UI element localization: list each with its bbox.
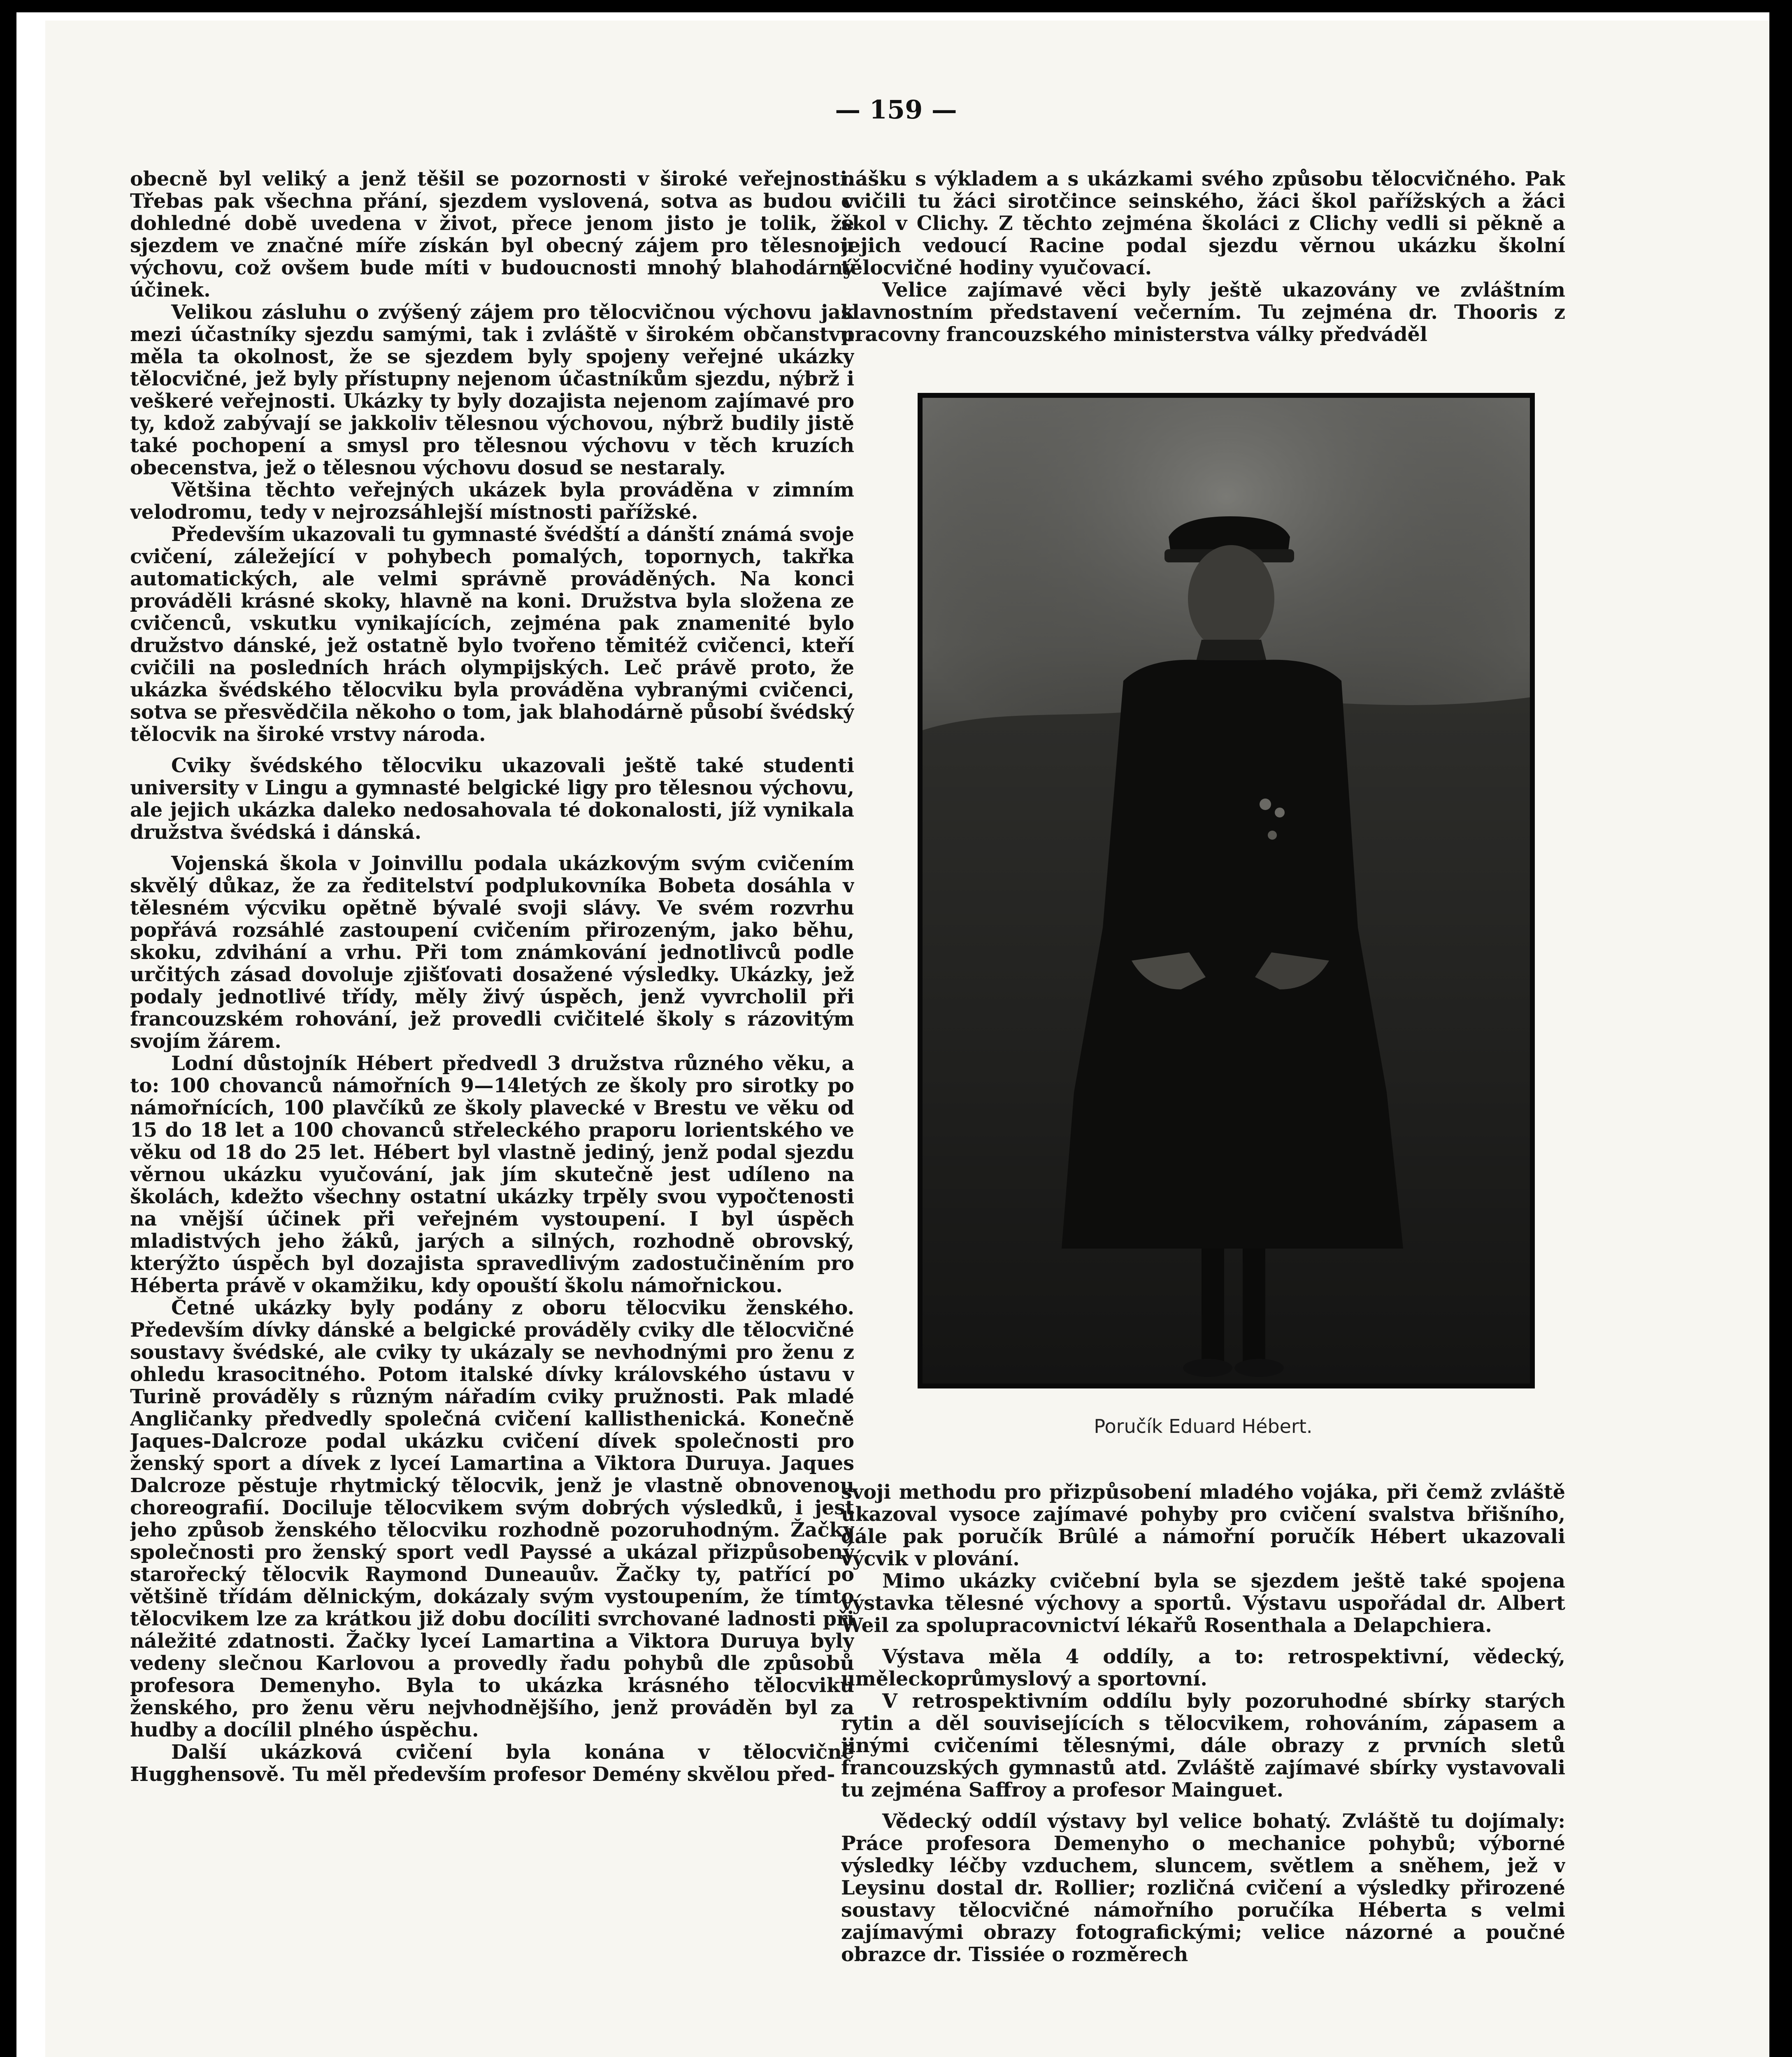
- portrait-photo-image: [918, 393, 1535, 1388]
- paragraph: Velice zajímavé věci byly ještě ukazovány ve zvláštním slavnostním představení večerním. Tu zejména dr. Thooris z pracovny francouzského ministerstva války předváděl: [841, 279, 1565, 346]
- paragraph: Vědecký oddíl výstavy byl velice bohatý. Zvláště tu dojímaly: Práce profesora Demenyho o mechanice pohybů; výborné výsledky léčby vzduchem, sluncem, světlem a sněhem, jež v Leysinu dostal dr. Rollier; rozličná cvičení a výsledky přirozené soustavy tělocvičné námořního poručíka Héberta s velmi zajímavými obrazy fotografickými; velice názorné a poučné obrazce dr. Tissiée o rozměrech: [841, 1810, 1565, 1966]
- paragraph: V retrospektivním oddílu byly pozoruhodné sbírky starých rytin a děl souvisejících s tělocvikem, rohováním, zápasem a jinými cvičeními tělesnými, dále obrazy z prvních sletů francouzských gymnastů atd. Zvláště zajímavé sbírky vystavovali tu zejména Saffroy a profesor Mainguet.: [841, 1690, 1565, 1802]
- paragraph: Výstava měla 4 oddíly, a to: retrospektivní, vědecký, uměleckoprůmyslový a sportovní.: [841, 1645, 1565, 1690]
- paragraph: Vojenská škola v Joinvillu podala ukázkovým svým cvičením skvělý důkaz, že za ředitelství podplukovníka Bobeta dosáhla v tělesném výcviku opětně bývalé svoji slávy. Ve svém rozvrhu popřává rozsáhlé zastoupení cvičením přirozeným, jako běhu, skoku, zdvihání a vrhu. Při tom známkování jednotlivců podle určitých zásad dovoluje zjišťovati dosažené výsledky. Ukázky, jež podaly jednotlivé třídy, měly živý úspěch, jenž vyvrcholil při francouzském rohování, jež provedli cvičitelé školy s rázovitým svojím žárem.: [130, 852, 854, 1053]
- right-column-bottom-text: [841, 1481, 1565, 2057]
- paragraph: Další ukázková cvičení byla konána v tělocvičně Hugghensově. Tu měl především profesor Demény skvělou před-: [130, 1741, 854, 1786]
- photo-caption: Poručík Eduard Hébert.: [1094, 1415, 1313, 1437]
- paragraph: Mimo ukázky cvičební byla se sjezdem ještě také spojena výstavka tělesné výchovy a sportů. Výstavu uspořádal dr. Albert Weil za spolupracovnictví lékařů Rosenthala a Delapchiera.: [841, 1569, 1565, 1637]
- paragraph: Lodní důstojník Hébert předvedl 3 družstva různého věku, a to: 100 chovanců námořních 9—14letých ze školy pro sirotky po námořnících, 100 plavčíků ze školy plavecké v Brestu ve věku od 15 do 18 let a 100 chovanců střeleckého praporu lorientského ve věku od 18 do 25 let. Hébert byl vlastně jediný, jenž podal sjezdu věrnou ukázku vyučování, jak jím skutečně jest udíleno na školách, kdežto všechny ostatní ukázky trpěly svou vypočtenosti na vnější účinek při veřejném vystoupení. I byl úspěch mladistvých jeho žáků, jarých a silných, rozhodně obrovský, kterýžto úspěch byl dozajista spravedlivým zadostučiněním pro Héberta právě v okamžiku, kdy opouští školu námořnickou.: [130, 1052, 854, 1297]
- paragraph: Velikou zásluhu o zvýšený zájem pro tělocvičnou výchovu jak mezi účastníky sjezdu samými, tak i zvláště v širokém občanstvu měla ta okolnost, že se sjezdem byly spojeny veřejné ukázky tělocvičné, jež byly přístupny nejenom účastníkům sjezdu, nýbrž i veškeré veřejnosti. Ukázky ty byly dozajista nejenom zajímavé pro ty, kdož zabývají se jakkoliv tělesnou výchovou, nýbrž budily jistě také pochopení a smysl pro tělesnou výchovu v těch kruzích obecenstva, jež o tělesnou výchovu dosud se nestaraly.: [130, 301, 854, 479]
- portrait-photo: [918, 393, 1535, 1388]
- paragraph: Většina těchto veřejných ukázek byla prováděna v zimním velodromu, tedy v nejrozsáhlejší místnosti pařížské.: [130, 478, 854, 524]
- paragraph: svoji methodu pro přizpůsobení mladého vojáka, při čemž zvláště ukazoval vysoce zajímavé pohyby pro cvičení svalstva břišního, dále pak poručík Brûlé a námořní poručík Hébert ukazovali výcvik v plování.: [841, 1481, 1565, 1570]
- right-column-top-text: [841, 168, 1565, 361]
- paragraph: Cviky švédského tělocviku ukazovali ještě také studenti university v Lingu a gymnasté belgické ligy pro tělesnou výchovu, ale jejich ukázka daleko nedosahovala té dokonalosti, jíž vynikala družstva švédská i dánská.: [130, 754, 854, 844]
- left-column-text: [130, 168, 854, 2057]
- paragraph: Především ukazovali tu gymnasté švédští a dánští známá svoje cvičení, záležející v pohybech pomalých, topornych, takřka automatických, ale velmi správně prováděných. Na konci prováděli krásné skoky, hlavně na koni. Družstva byla složena ze cvičenců, vskutku vynikajících, zejména pak znamenité bylo družstvo dánské, jež ostatně bylo tvořeno těmitéž cvičenci, kteří cvičili na posledních hrách olympijských. Leč právě proto, že ukázka švédského tělocviku byla prováděna vybranými cvičenci, sotva se přesvědčila někoho o tom, jak blahodárně působí švédský tělocvik na široké vrstvy národa.: [130, 523, 854, 746]
- page-number: — 159 —: [835, 95, 957, 125]
- paragraph: obecně byl veliký a jenž těšil se pozornosti v široké veřejnosti. Třebas pak všechna přání, sjezdem vyslovená, sotva as budou v dohledné době uvedena v život, přece jenom jisto je tolik, že sjezdem ve značné míře získán byl obecný zájem pro tělesnou výchovu, což ovšem bude míti v budoucnosti mnohý blahodárný účinek.: [130, 168, 854, 302]
- paragraph: Četné ukázky byly podány z oboru tělocviku ženského. Především dívky dánské a belgické prováděly cviky dle tělocvičné soustavy švédské, ale cviky ty ukázaly se nevhodnými pro ženu z ohledu krasocitného. Potom italské dívky královského ústavu v Turině prováděly s různým nářadím cviky pružnosti. Pak mladé Angličanky předvedly společná cvičení kallisthenická. Konečně Jaques-Dalcroze podal ukázku cvičení dívek společnosti pro ženský sport a dívek z lyceí Lamartina a Viktora Duruya. Jaques Dalcroze pěstuje rhytmický tělocvik, jenž je vlastně obnovenou choreografií. Dociluje tělocvikem svým dobrých výsledků, i jest jeho způsob ženského tělocviku rozhodně pozoruhodným. Žačky společnosti pro ženský sport vedl Payssé a ukázal přizpůsobený starořecký tělocvik Raymond Duneauův. Žačky ty, patřící po většině třídám dělnickým, dokázaly svým vystoupením, že tímto tělocvikem lze za krátkou již dobu docíliti svrchované ladnosti při náležité zdatnosti. Žačky lyceí Lamartina a Viktora Duruya byly vedeny slečnou Karlovou a provedly řadu pohybů dle způsobů profesora Demenyho. Byla to ukázka krásného tělocviku ženského, pro ženu věru nejvhodnějšího, jenž prováděn byl za hudby a docílil plného úspěchu.: [130, 1296, 854, 1741]
- paragraph: nášku s výkladem a s ukázkami svého způsobu tělocvičného. Pak cvičili tu žáci sirotčince seinského, žáci škol pařížských a žáci škol v Clichy. Z těchto zejména školáci z Clichy vedli si pěkně a jejich vedoucí Racine podal sjezdu věrnou ukázku školní tělocvičné hodiny vyučovací.: [841, 168, 1565, 279]
